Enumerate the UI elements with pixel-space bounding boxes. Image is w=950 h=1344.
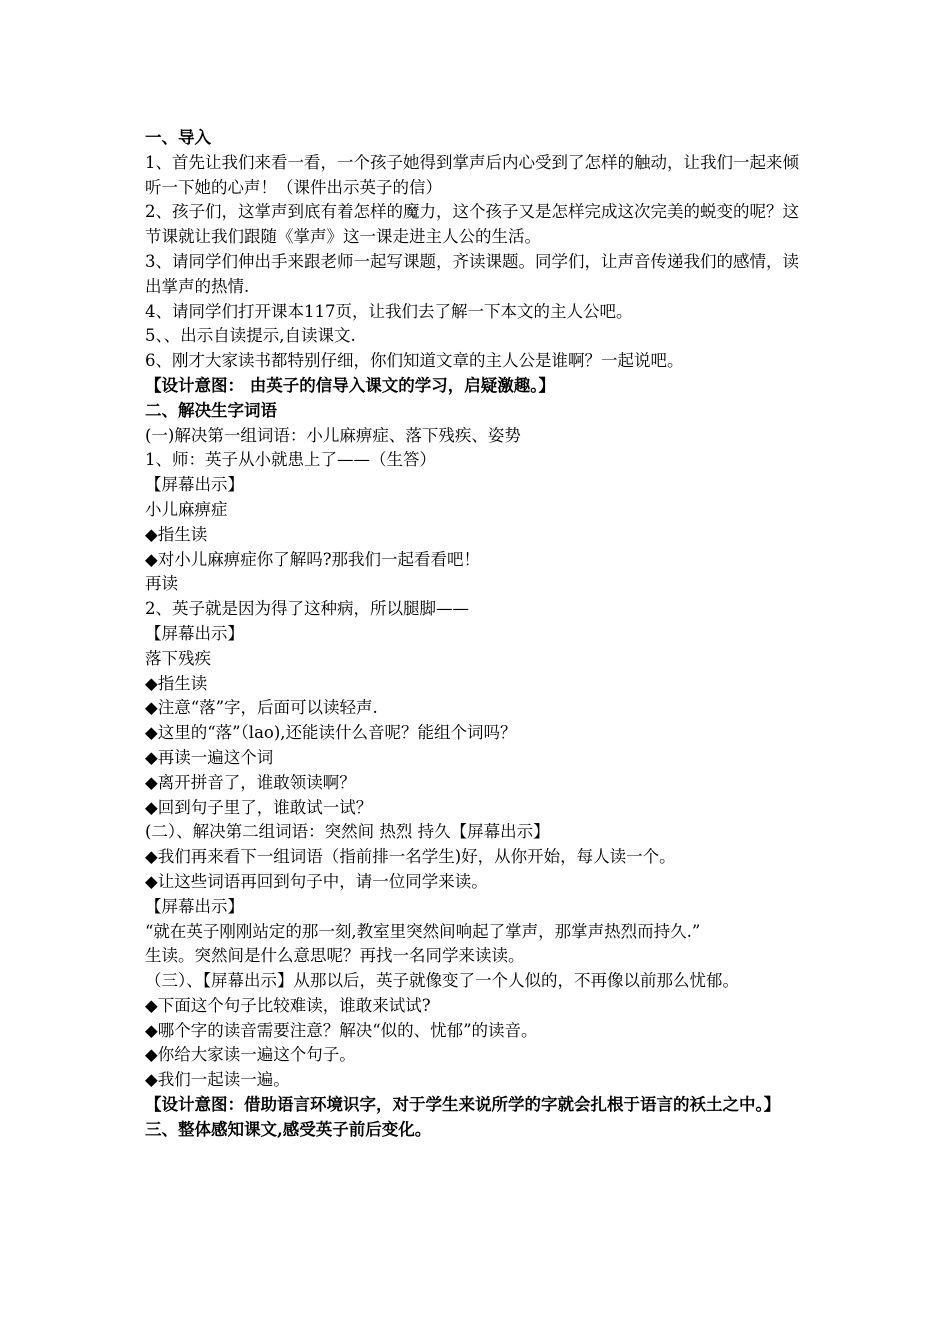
document-page xyxy=(145,126,815,1143)
section-heading: 二、解决生字词语 xyxy=(145,400,277,420)
paragraph-line: ◆你给大家读一遍这个句子。 xyxy=(145,1045,356,1065)
paragraph-line: 【屏幕出示】 xyxy=(145,623,244,643)
paragraph-line: ◆指生读 xyxy=(145,524,208,544)
paragraph-line: 3、请同学们伸出手来跟老师一起写课题，齐读课题。同学们，让声音传递我们的感情，读出掌声的热情. xyxy=(145,251,799,296)
paragraph-line: 【屏幕出示】 xyxy=(145,475,244,495)
paragraph-line: 生读。突然间是什么意思呢？再找一名同学来读读。 xyxy=(145,946,525,966)
paragraph-line: 2、孩子们，这掌声到底有着怎样的魔力，这个孩子又是怎样完成这次完美的蜕变的呢？这节课就让我们跟随《掌声》这一课走进主人公的生活。 xyxy=(145,202,799,247)
section-heading: 【设计意图：借助语言环境识字，对于学生来说所学的字就会扎根于语言的袄土之中。】 xyxy=(145,1095,781,1115)
section-heading: 三、整体感知课文,感受英子前后变化。 xyxy=(145,1119,432,1139)
paragraph-line: 5、、出示自读提示,自读课文. xyxy=(145,326,356,346)
paragraph-line: ◆再读一遍这个词 xyxy=(145,747,274,767)
paragraph-line: 2、英子就是因为得了这种病，所以腿脚—— xyxy=(145,599,469,619)
paragraph-line: 落下残疾 xyxy=(145,648,211,668)
paragraph-line: ◆这里的“落”（lao),还能读什么音呢？能组个词吗？ xyxy=(145,723,517,743)
paragraph-line: ◆回到句子里了，谁敢试一试？ xyxy=(145,797,373,817)
paragraph-line: ◆哪个字的读音需要注意？解决“似的、忧郁”的读音。 xyxy=(145,1020,538,1040)
paragraph-line: ◆离开拼音了，谁敢领读啊？ xyxy=(145,772,356,792)
paragraph-line: 6、刚才大家读书都特别仔细，你们知道文章的主人公是谁啊？一起说吧。 xyxy=(145,351,684,371)
paragraph-line: ◆指生读 xyxy=(145,673,208,693)
paragraph-line: 小儿麻痹症 xyxy=(145,499,228,519)
paragraph-line: ◆对小儿麻痹症你了解吗?那我们一起看看吧！ xyxy=(145,549,481,569)
paragraph-line: ◆下面这个句子比较难读，谁敢来试试? xyxy=(145,995,431,1015)
paragraph-line: 1、首先让我们来看一看，一个孩子她得到掌声后内心受到了怎样的触动，让我们一起来倾听一下她的心声！（课件出示英子的信） xyxy=(145,152,799,197)
section-heading: 【设计意图： 由英子的信导入课文的学习，启疑激趣。】 xyxy=(145,375,555,395)
paragraph-line: ◆我们再来看下一组词语（指前排一名学生)好，从你开始，每人读一个。 xyxy=(145,847,676,867)
paragraph-line: ◆我们一起读一遍。 xyxy=(145,1070,290,1090)
paragraph-line: 1、师：英子从小就患上了——（生答） xyxy=(145,450,436,470)
paragraph-line: (一)解决第一组词语：小儿麻痹症、落下残疾、姿势 xyxy=(145,425,521,445)
paragraph-line: (二）、解决第二组词语：突然间 热烈 持久【屏幕出示】 xyxy=(145,822,550,842)
paragraph-line: 4、请同学们打开课本117页，让我们去了解一下本文的主人公吧。 xyxy=(145,301,633,321)
paragraph-line: ◆让这些词语再回到句子中，请一位同学来读。 xyxy=(145,871,488,891)
paragraph-line: 再读 xyxy=(145,574,178,594)
document-body xyxy=(145,126,815,1143)
paragraph-line: （三）、【屏幕出示】从那以后，英子就像变了一个人似的，不再像以前那么忧郁。 xyxy=(145,971,739,991)
paragraph-line: ◆注意“落”字，后面可以读轻声. xyxy=(145,698,378,718)
paragraph-line: 【屏幕出示】 xyxy=(145,896,244,916)
paragraph-line: “就在英子刚刚站定的那一刻,教室里突然间响起了掌声，那掌声热烈而持久.” xyxy=(145,921,701,941)
section-heading: 一、导入 xyxy=(145,128,211,147)
